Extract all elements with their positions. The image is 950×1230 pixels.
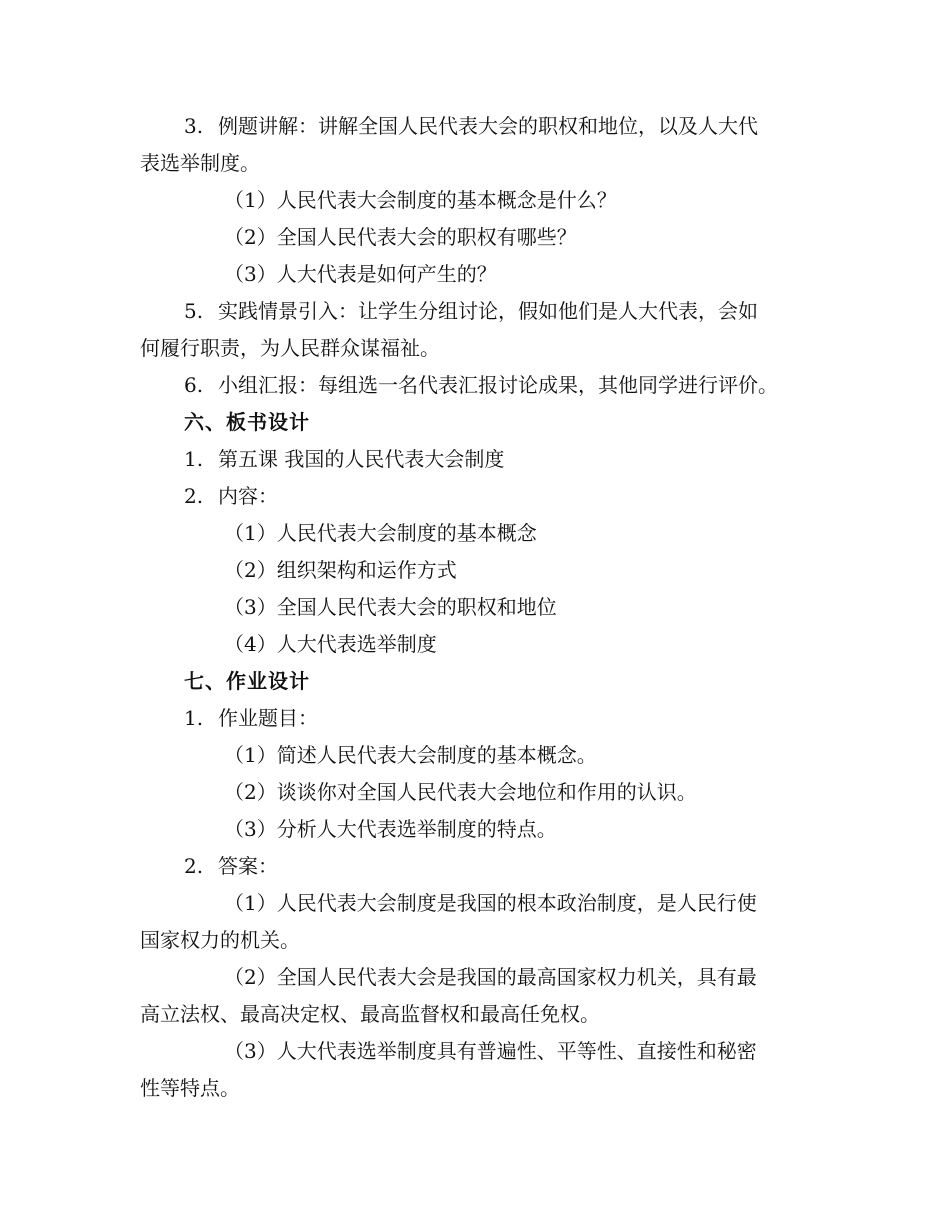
step-3-question-1: （1）人民代表大会制度的基本概念是什么？ xyxy=(224,188,617,212)
step-3-line2: 表选举制度。 xyxy=(140,151,260,175)
step-5-number: 5. xyxy=(184,299,204,323)
homework-answer-1-line2: 国家权力的机关。 xyxy=(140,928,300,952)
step-3-text: 例题讲解：讲解全国人民代表大会的职权和地位，以及人大代 xyxy=(218,114,758,138)
step-3-question-2: （2）全国人民代表大会的职权有哪些？ xyxy=(224,225,577,249)
homework-answer-3-line2: 性等特点。 xyxy=(140,1076,240,1100)
step-3-number: 3. xyxy=(184,114,204,138)
homework-answer-2-line2: 高立法权、最高决定权、最高监督权和最高任免权。 xyxy=(140,1002,600,1026)
document-body xyxy=(140,108,830,1107)
homework-topic-2: （2）谈谈你对全国人民代表大会地位和作用的认识。 xyxy=(224,780,697,804)
step-6-text: 小组汇报：每组选一名代表汇报讨论成果，其他同学进行评价。 xyxy=(218,373,778,397)
board-design-subitem-2: （2）组织架构和运作方式 xyxy=(224,558,457,582)
board-design-subitem-1: （1）人民代表大会制度的基本概念 xyxy=(224,521,537,545)
step-6-number: 6. xyxy=(184,373,204,397)
homework-answers-label: 答案： xyxy=(218,854,278,878)
homework-answer-2-line1: （2）全国人民代表大会是我国的最高国家权力机关，具有最 xyxy=(224,965,757,989)
step-5-line2: 何履行职责，为人民群众谋福祉。 xyxy=(140,336,440,360)
board-design-subitem-4: （4）人大代表选举制度 xyxy=(224,632,437,656)
homework-topics-number: 1. xyxy=(184,706,204,730)
homework-topic-1: （1）简述人民代表大会制度的基本概念。 xyxy=(224,743,597,767)
board-design-item-1-number: 1. xyxy=(184,447,204,471)
homework-topic-3: （3）分析人大代表选举制度的特点。 xyxy=(224,817,557,841)
board-design-item-2 xyxy=(140,478,830,515)
homework-answer-1-line1: （1）人民代表大会制度是我国的根本政治制度，是人民行使 xyxy=(224,891,757,915)
homework-topics-label-line xyxy=(140,700,830,737)
board-design-item-2-text: 内容： xyxy=(218,484,278,508)
board-design-item-2-number: 2. xyxy=(184,484,204,508)
step-5-line1 xyxy=(140,293,830,330)
board-design-item-1-text: 第五课 我国的人民代表大会制度 xyxy=(218,447,505,471)
board-design-subitem-3: （3）全国人民代表大会的职权和地位 xyxy=(224,595,557,619)
step-6-line1 xyxy=(140,367,830,404)
step-3-line1 xyxy=(140,108,830,145)
board-design-item-1 xyxy=(140,441,830,478)
homework-answer-3-line1: （3）人大代表选举制度具有普遍性、平等性、直接性和秘密 xyxy=(224,1039,757,1063)
homework-heading: 七、作业设计 xyxy=(184,669,310,693)
homework-answers-label-line xyxy=(140,848,830,885)
board-design-heading: 六、板书设计 xyxy=(184,410,310,434)
homework-topics-label: 作业题目： xyxy=(218,706,318,730)
step-5-text: 实践情景引入：让学生分组讨论，假如他们是人大代表，会如 xyxy=(218,299,758,323)
step-3-question-3: （3）人大代表是如何产生的？ xyxy=(224,262,497,286)
homework-answers-number: 2. xyxy=(184,854,204,878)
